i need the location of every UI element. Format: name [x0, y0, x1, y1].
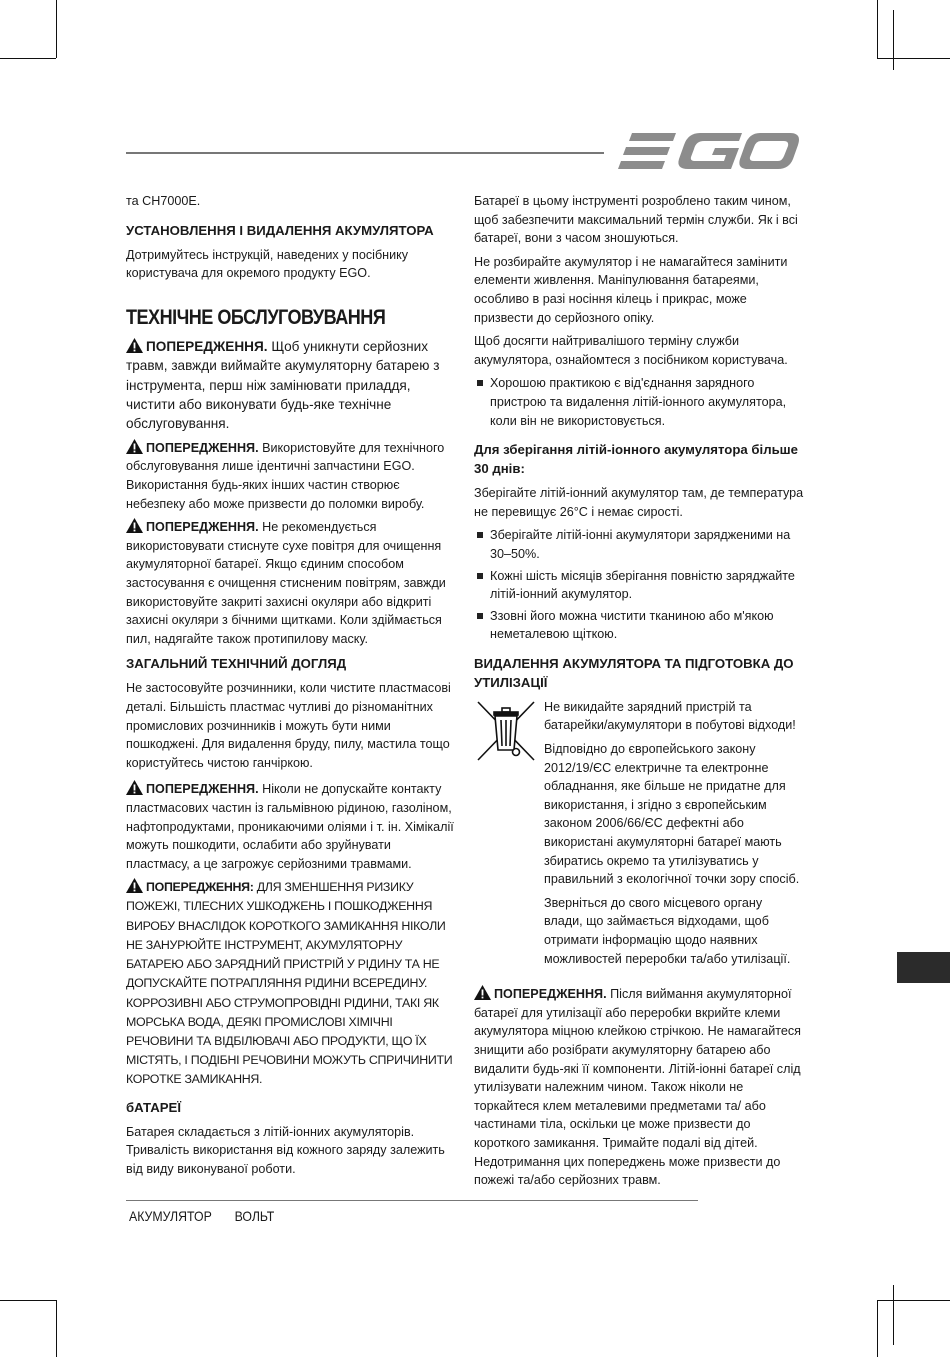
weee-crossed-bin-icon: [474, 698, 544, 973]
maintenance-heading: ТЕХНІЧНЕ ОБСЛУГОВУВАННЯ: [126, 305, 386, 329]
disposal-heading: ВИДАЛЕННЯ АКУМУЛЯТОРА ТА ПІДГОТОВКА ДО УТИЛІЗАЦІЇ: [474, 655, 794, 690]
general-care-text: Не застосовуйте розчинники, коли чистите пластмасові деталі. Більшість пластмас чутливі до різноманітних промислових розчинників і можуть бути ними пошкоджені. Для видалення бруду, пилу, мастила тощо користуйтесь чистою ганчіркою.: [126, 681, 451, 770]
install-heading: УСТАНОВЛЕННЯ І ВИДАЛЕННЯ АКУМУЛЯТОРА: [126, 222, 434, 238]
crop-mark-tr-v2: [893, 10, 894, 70]
crop-mark-bl-h: [0, 1300, 56, 1301]
warning-1: [126, 337, 456, 434]
batteries-heading: бАТАРЕЇ: [126, 1099, 181, 1115]
footer: [129, 1208, 294, 1224]
crop-mark-tr-h: [877, 58, 950, 59]
warning-triangle-icon: [126, 518, 143, 533]
warning-label: ПОПЕРЕДЖЕННЯ.: [146, 782, 259, 797]
crop-mark-br-h: [877, 1300, 950, 1301]
right-paragraph-2: Не розбирайте акумулятор і не намагайтеся замінити елементи живлення. Маніпулювання батареями, особливо в разі носіння кілець і прикрас, може призвести до серйозного опіку.: [474, 254, 788, 325]
warning-triangle-icon: [126, 338, 143, 353]
crop-mark-tl-h: [0, 58, 56, 59]
footer-rule: [126, 1200, 698, 1201]
disposal-paragraph-3: Зверніться до свого місцевого органу влади, що займається відходами, щоб отримати інформацію щодо наявних можливостей переробки та/або утилізації.: [544, 895, 791, 966]
batteries-text: Батарея складається з літій-іонних акумуляторів. Тривалість використання від кожного заряду залежить від виду виконуваної роботи.: [126, 1124, 445, 1176]
footer-right-label: ВОЛЬТ: [234, 1208, 275, 1224]
disconnect-bullets: [474, 374, 804, 430]
list-item: Кожні шість місяців зберігання повністю заряджайте літій-іонний акумулятор.: [474, 567, 804, 604]
crop-mark-bl-v: [56, 1300, 57, 1357]
footer-left-label: АКУМУЛЯТОР: [129, 1208, 212, 1224]
warning-label: ПОПЕРЕДЖЕННЯ:: [146, 880, 254, 895]
storage-bullets: [474, 526, 804, 644]
warning-4-text: Ніколи не допускайте контакту пластмасових частин із гальмівною рідиною, газоліном, нафтопродуктами, проникаючими оліями і т. ін. Хімікалії можуть пошкодити, ослабити або зруйнувати пластмасу, а це загрожує серйозними травмами.: [126, 782, 454, 871]
storage-text: Зберігайте літій-іонний акумулятор там, де температура не перевищує 26°C і немає сирості.: [474, 486, 804, 519]
warning-triangle-icon: [126, 439, 143, 454]
crop-mark-tr-v: [877, 0, 878, 58]
warning-3-text: Не рекомендується використовувати стиснуте сухе повітря для очищення акумуляторної батареї. Якщо єдиним способом застосування є очищення стисненим повітрям, завжди використовуйте закриті захисні окуляри або відкриті захисні окуляри з бічними щитками. Коли здіймається пил, надягайте також протипилову маску.: [126, 520, 446, 646]
crop-mark-tl-v: [56, 0, 57, 58]
install-text: Дотримуйтесь інструкцій, наведених у посібнику користувача для окремого продукту EGO.: [126, 247, 409, 281]
warning-5-text: ДЛЯ ЗМЕНШЕННЯ РИЗИКУ ПОЖЕЖІ, ТІЛЕСНИХ УШКОДЖЕНЬ І ПОШКОДЖЕННЯ ВИРОБУ ВНАСЛІДОК КОРОТКОГО ЗАМИКАННЯ НІКОЛИ НЕ ЗАНУРЮЙТЕ ІНСТРУМЕНТ, АКУМУЛЯТОРНУ БАТАРЕЮ АБО ЗАРЯДНИЙ ПРИСТРІЙ У РІДИНУ ТА НЕ ДОПУСКАЙТЕ ПОТРАПЛЯННЯ РІДИНИ ВСЕРЕДИНУ. КОРРОЗИВНІ АБО СТРУМОПРОВІДНІ РІДИНИ, ТАКІ ЯК МОРСЬКА ВОДА, ДЕЯКІ ПРОМИСЛОВІ ХІМІЧНІ РЕЧОВИНИ ТА ВІДБІЛЮВАЧІ АБО ПРОДУКТИ, ЩО ЇХ МІСТЯТЬ, І ПОДІБНІ РЕЧОВИНИ МОЖУТЬ СПРИЧИНИТИ КОРОТКЕ ЗАМИКАННЯ.: [126, 880, 453, 1087]
storage-heading: Для зберігання літій-іонного акумулятора більше 30 днів:: [474, 442, 799, 477]
right-column: [474, 192, 804, 1195]
disposal-paragraph-2: Відповідно до європейського закону 2012/19/ЄС електричне та електронне обладнання, яке більше не придатне для використання, і згідно з європейським законом 2006/66/ЄС дефектні або використані акумуляторні батареї мають збиратись окремо та утилізуватись у правильний з екологічної точки зору спосіб.: [544, 742, 800, 887]
warning-triangle-icon: [126, 878, 143, 893]
warning-1-text: Щоб уникнути серйозних травм, завжди виймайте акумуляторну батарею з інструмента, перш ніж замінювати приладдя, чистити або виконувати будь-яке технічне обслуговування.: [126, 338, 440, 432]
warning-5: [126, 878, 456, 1089]
right-paragraph-3: Щоб досягти найтривалішого терміну служби акумулятора, ознайомтеся з посібником користувача.: [474, 334, 788, 367]
section-tab: [897, 952, 950, 983]
crop-mark-br-v: [877, 1300, 878, 1357]
intro-text: та CH7000E.: [126, 194, 201, 208]
warning-label: ПОПЕРЕДЖЕННЯ.: [146, 520, 259, 535]
warning-4: [126, 780, 456, 873]
warning-2-text: Використовуйте для технічного обслуговування лише ідентичні запчастини EGO. Використання будь-яких інших частин створює небезпеку або може призвести до поломки виробу.: [126, 440, 445, 511]
warning-label: ПОПЕРЕДЖЕННЯ.: [146, 338, 268, 354]
disposal-block: [474, 698, 804, 973]
crop-mark-br-v2: [893, 1285, 894, 1345]
disposal-paragraph-1: Не викидайте зарядний пристрій та батарейки/акумулятори в побутові відходи!: [544, 699, 796, 733]
warning-triangle-icon: [474, 985, 491, 1000]
list-item: Хорошою практикою є від'єднання зарядного пристрою та видалення літій-іонного акумулятора, коли він не використовується.: [474, 374, 804, 430]
warning-2: [126, 439, 456, 513]
header-rule: [126, 152, 604, 154]
warning-label: ПОПЕРЕДЖЕННЯ.: [146, 440, 259, 455]
ego-logo: [618, 131, 800, 171]
list-item: Ззовні його можна чистити тканиною або м'якою неметалевою щіткою.: [474, 607, 804, 644]
right-paragraph-1: Батареї в цьому інструменті розроблено таким чином, щоб забезпечити максимальний термін служби. Як і всі батареї, вони з часом зношуються.: [474, 194, 798, 246]
disposal-warning: [474, 985, 804, 1190]
warning-label: ПОПЕРЕДЖЕННЯ.: [494, 987, 607, 1002]
left-column: [126, 192, 456, 1183]
list-item: Зберігайте літій-іонні акумулятори зарядженими на 30–50%.: [474, 526, 804, 563]
warning-3: [126, 518, 456, 648]
disposal-warning-text: Після виймання акумуляторної батареї для утилізації або переробки вкрийте клеми акумулятора міцною клейкою стрічкою. Не намагайтеся знищити або розібрати акумуляторну батарею або видалити будь-які її компоненти. Літій-іонні батареї слід утилізувати належним чином. Також ніколи не торкайтеся клем металевими предметами та/ або частинами тіла, оскільки це може призвести до короткого замикання. Тримайте подалі від дітей. Недотримання цих попереджень може призвести до пожежі та/або серйозних травм.: [474, 987, 801, 1188]
general-care-heading: ЗАГАЛЬНИЙ ТЕХНІЧНИЙ ДОГЛЯД: [126, 656, 347, 672]
warning-triangle-icon: [126, 780, 143, 795]
